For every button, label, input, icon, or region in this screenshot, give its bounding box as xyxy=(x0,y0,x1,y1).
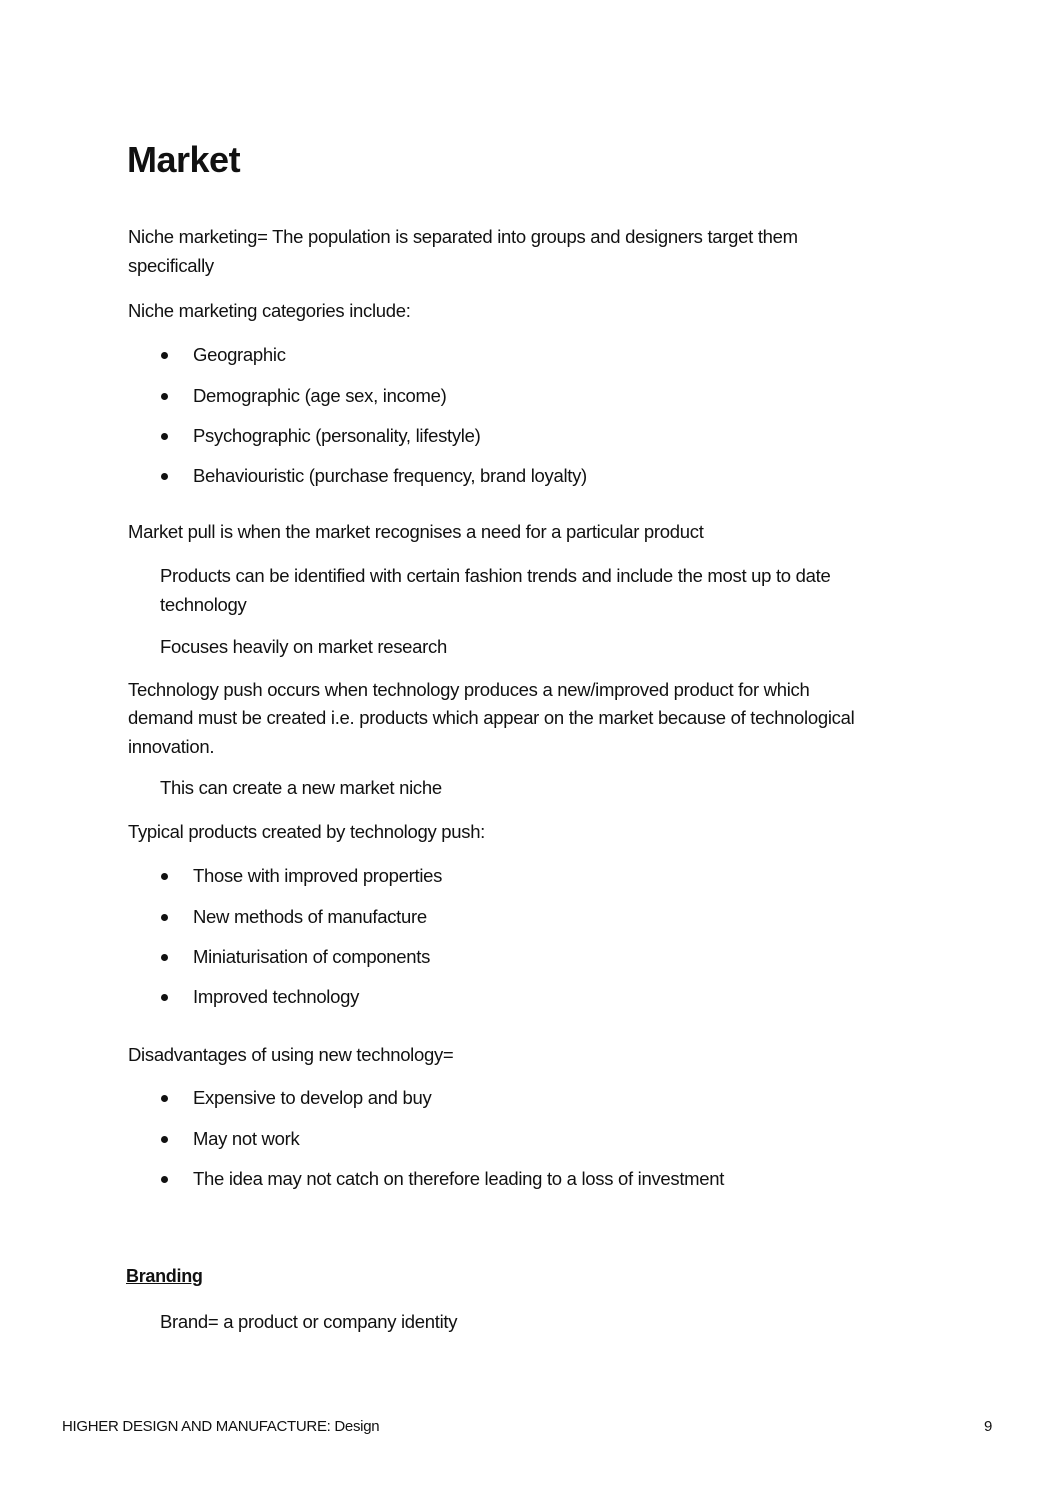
branding-definition: Brand= a product or company identity xyxy=(160,1311,458,1332)
niche-categories-intro: Niche marketing categories include: xyxy=(128,300,411,321)
list-item-text: Geographic xyxy=(193,344,286,365)
footer-course-title: HIGHER DESIGN AND MANUFACTURE: Design xyxy=(62,1418,380,1435)
niche-definition-line-2: specifically xyxy=(128,255,214,276)
list-item-text: Psychographic (personality, lifestyle) xyxy=(193,425,481,446)
technology-push-line-3: innovation. xyxy=(128,736,215,757)
market-pull-point-2: Focuses heavily on market research xyxy=(160,636,447,657)
typical-products-intro: Typical products created by technology push: xyxy=(128,821,486,842)
footer-page-number: 9 xyxy=(984,1418,993,1435)
page-title: Market xyxy=(127,139,241,180)
bullet-icon xyxy=(161,1095,168,1102)
bullet-icon xyxy=(161,1136,168,1143)
bullet-icon xyxy=(161,914,168,921)
bullet-icon xyxy=(161,433,168,440)
list-item-text: Miniaturisation of components xyxy=(193,946,431,967)
technology-push-line-1: Technology push occurs when technology produces a new/improved product for which xyxy=(128,679,810,700)
market-pull-definition: Market pull is when the market recognises a need for a particular product xyxy=(128,521,704,542)
list-item-text: Expensive to develop and buy xyxy=(193,1087,432,1108)
bullet-icon xyxy=(161,954,168,961)
disadvantages-intro: Disadvantages of using new technology= xyxy=(128,1044,454,1065)
bullet-icon xyxy=(161,393,168,400)
bullet-icon xyxy=(161,873,168,880)
bullet-icon xyxy=(161,1176,168,1183)
list-item-text: New methods of manufacture xyxy=(193,906,427,927)
list-item-text: Demographic (age sex, income) xyxy=(193,385,447,406)
market-pull-point-1-line-2: technology xyxy=(160,594,247,615)
list-item-text: Behaviouristic (purchase frequency, brand loyalty) xyxy=(193,465,587,486)
bullet-icon xyxy=(161,994,168,1001)
branding-heading: Branding xyxy=(126,1266,203,1286)
list-item-text: Those with improved properties xyxy=(193,865,443,886)
technology-push-line-2: demand must be created i.e. products which appear on the market because of technological xyxy=(128,707,855,728)
list-item-text: Improved technology xyxy=(193,986,360,1007)
technology-push-note: This can create a new market niche xyxy=(160,777,442,798)
bullet-icon xyxy=(161,352,168,359)
niche-definition-line-1: Niche marketing= The population is separated into groups and designers target them xyxy=(128,226,798,247)
list-item-text: The idea may not catch on therefore leading to a loss of investment xyxy=(193,1168,725,1189)
market-pull-point-1-line-1: Products can be identified with certain fashion trends and include the most up to date xyxy=(160,565,831,586)
list-item-text: May not work xyxy=(193,1128,300,1149)
bullet-icon xyxy=(161,473,168,480)
